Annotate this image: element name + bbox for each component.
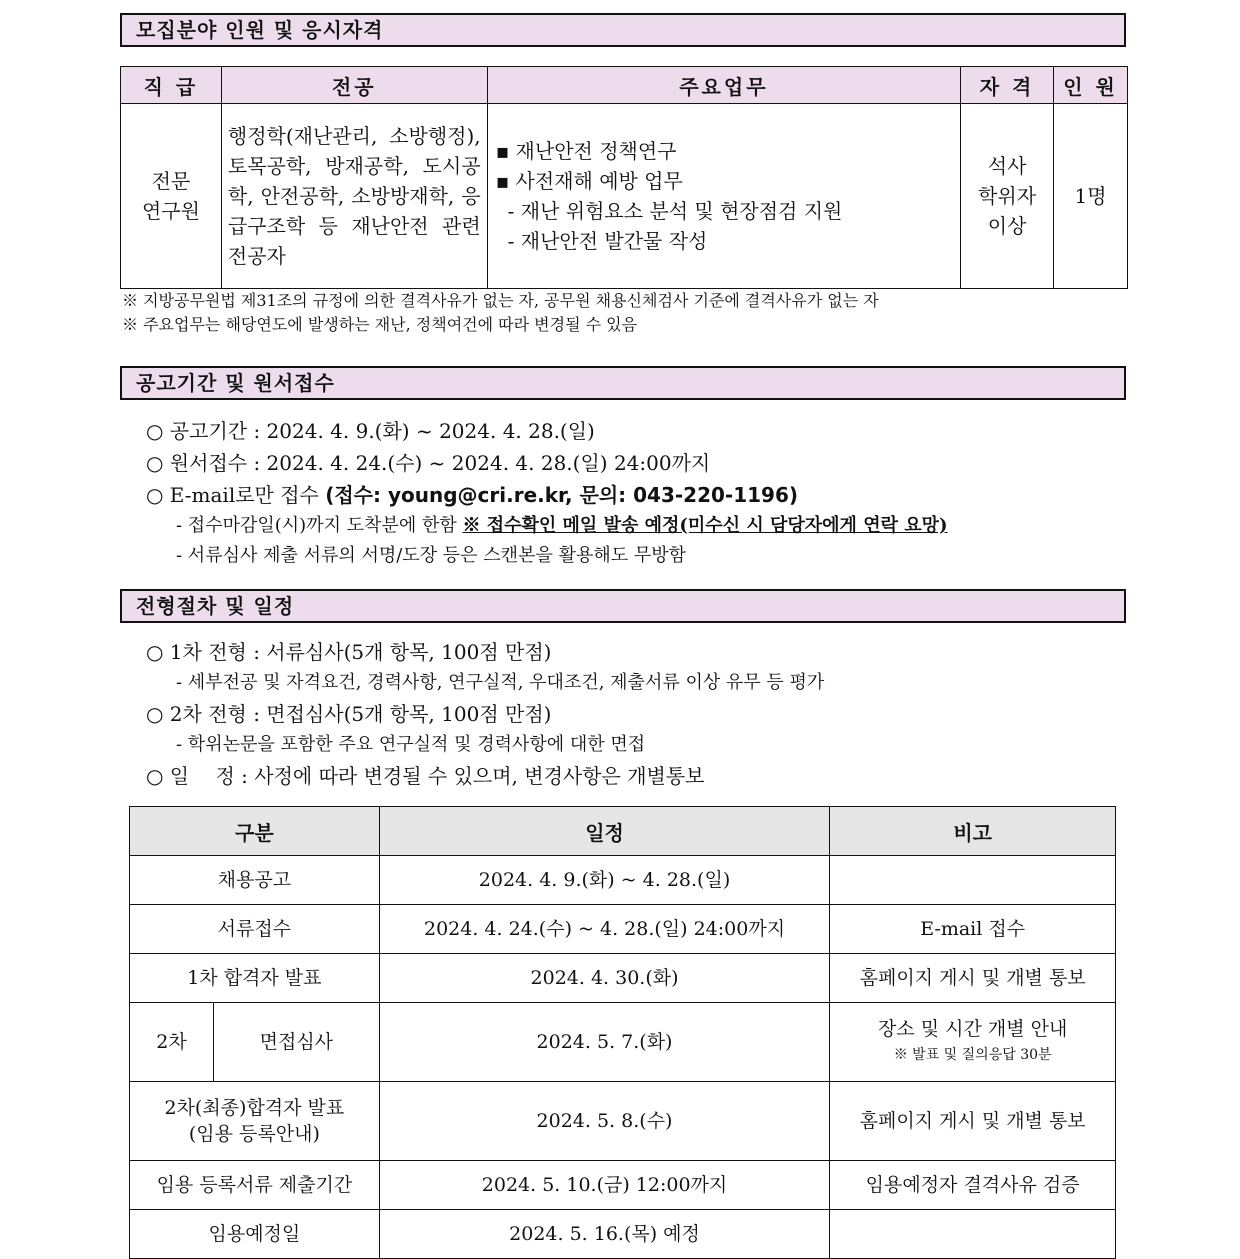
label-line: 2차(최종)합격자 발표 — [164, 1097, 345, 1119]
header-rank: 직 급 — [121, 67, 222, 104]
remark-main: 장소 및 시간 개별 안내 — [877, 1018, 1068, 1040]
row-date: 2024. 5. 16.(목) 예정 — [379, 1210, 830, 1259]
header-date: 일정 — [379, 807, 830, 856]
stage2-sub: - 학위논문을 포함한 주요 연구실적 및 경력사항에 대한 면접 — [176, 734, 646, 755]
row-label: 채용공고 — [130, 856, 380, 905]
row-label: 임용 등록서류 제출기간 — [130, 1161, 380, 1210]
header-count: 인 원 — [1054, 67, 1128, 104]
qual-line: 석사 — [987, 154, 1027, 178]
schedule-line: ○ 일 정 : 사정에 따라 변경될 수 있으며, 변경사항은 개별통보 — [146, 764, 705, 788]
schedule-table — [129, 806, 1116, 1259]
table-row — [130, 1003, 1116, 1082]
duty-item: ▪ 재난안전 정책연구 — [495, 139, 677, 163]
label-line: (임용 등록안내) — [188, 1123, 320, 1145]
row-remark: 홈페이지 게시 및 개별 통보 — [830, 954, 1116, 1003]
procedure-lines — [146, 636, 824, 792]
contact-info: (접수: young@cri.re.kr, 문의: 043-220-1196) — [325, 483, 799, 507]
section-title-recruitment: 모집분야 인원 및 응시자격 — [120, 13, 1126, 47]
receipt-line: ○ 원서접수 : 2024. 4. 24.(수) ~ 2024. 4. 28.(일) 24:00까지 — [146, 451, 711, 475]
row-date: 2024. 4. 24.(수) ~ 4. 28.(일) 24:00까지 — [379, 905, 830, 954]
table-row — [130, 1082, 1116, 1161]
recruitment-table — [120, 66, 1128, 289]
header-category: 구분 — [130, 807, 380, 856]
row-remark: 임용예정자 결격사유 검증 — [830, 1161, 1116, 1210]
row-label: 서류접수 — [130, 905, 380, 954]
schedule-header-row — [130, 807, 1116, 856]
row-date: 2024. 5. 8.(수) — [379, 1082, 830, 1161]
rank-line2: 연구원 — [141, 199, 200, 223]
note-line: ※ 주요업무는 해당연도에 발생하는 재난, 정책여건에 따라 변경될 수 있음 — [122, 315, 638, 334]
rank-line1: 전문 — [151, 169, 191, 193]
qual-line: 학위자 — [978, 184, 1037, 208]
deadline-prefix: - 접수마감일(시)까지 도착분에 한함 — [176, 515, 463, 536]
table-row — [130, 856, 1116, 905]
row-date: 2024. 5. 10.(금) 12:00까지 — [379, 1161, 830, 1210]
duty-item: ▪ 사전재해 예방 업무 — [495, 169, 683, 193]
row-label — [130, 1082, 380, 1161]
row-label: 1차 합격자 발표 — [130, 954, 380, 1003]
header-remark: 비고 — [830, 807, 1116, 856]
table-row — [130, 1210, 1116, 1259]
email-prefix: ○ E-mail로만 접수 — [146, 483, 326, 507]
table-row — [130, 1161, 1116, 1210]
row-remark: 홈페이지 게시 및 개별 통보 — [830, 1082, 1116, 1161]
qual-line: 이상 — [987, 214, 1027, 238]
cell-count: 1명 — [1054, 104, 1128, 289]
section-title-procedure: 전형절차 및 일정 — [120, 589, 1126, 623]
row-date: 2024. 4. 9.(화) ~ 4. 28.(일) — [379, 856, 830, 905]
period-line: ○ 공고기간 : 2024. 4. 9.(화) ~ 2024. 4. 28.(일) — [146, 419, 595, 443]
application-lines — [146, 415, 948, 571]
recruitment-header-row — [121, 67, 1128, 104]
cell-rank — [121, 104, 222, 289]
row-date: 2024. 5. 7.(화) — [379, 1003, 830, 1082]
stage1-line: ○ 1차 전형 : 서류심사(5개 항목, 100점 만점) — [146, 640, 552, 664]
scan-note: - 서류심사 제출 서류의 서명/도장 등은 스캔본을 활용해도 무방함 — [176, 545, 687, 566]
recruitment-row — [121, 104, 1128, 289]
remark-small: ※ 발표 및 질의응답 30분 — [893, 1047, 1052, 1063]
confirmation-note: ※ 접수확인 메일 발송 예정(미수신 시 담당자에게 연락 요망) — [462, 515, 948, 536]
stage2-line: ○ 2차 전형 : 면접심사(5개 항목, 100점 만점) — [146, 702, 552, 726]
header-major: 전공 — [221, 67, 487, 104]
row-date: 2024. 4. 30.(화) — [379, 954, 830, 1003]
duty-subitem: - 재난안전 발간물 작성 — [507, 229, 708, 253]
row-sublabel: 면접심사 — [213, 1003, 379, 1082]
cell-qualification — [961, 104, 1054, 289]
table-row — [130, 905, 1116, 954]
row-remark — [830, 856, 1116, 905]
table-row — [130, 954, 1116, 1003]
row-label: 임용예정일 — [130, 1210, 380, 1259]
email-line — [146, 479, 948, 511]
deadline-note — [146, 511, 948, 541]
header-qualification: 자 격 — [961, 67, 1054, 104]
cell-duties — [487, 104, 960, 289]
row-label: 2차 — [130, 1003, 214, 1082]
note-line: ※ 지방공무원법 제31조의 규정에 의한 결격사유가 없는 자, 공무원 채용신체검사 기준에 결격사유가 없는 자 — [122, 291, 879, 310]
section-title-application: 공고기간 및 원서접수 — [120, 366, 1126, 400]
cell-major: 행정학(재난관리, 소방행정), 토목공학, 방재공학, 도시공학, 안전공학, 소방방재학, 응급구조학 등 재난안전 관련 전공자 — [221, 104, 487, 289]
row-remark: E-mail 접수 — [830, 905, 1116, 954]
row-remark — [830, 1003, 1116, 1082]
header-duties: 주요업무 — [487, 67, 960, 104]
duty-subitem: - 재난 위험요소 분석 및 현장점검 지원 — [507, 199, 843, 223]
stage1-sub: - 세부전공 및 자격요건, 경력사항, 연구실적, 우대조건, 제출서류 이상 유무 등 평가 — [176, 672, 825, 693]
row-remark — [830, 1210, 1116, 1259]
